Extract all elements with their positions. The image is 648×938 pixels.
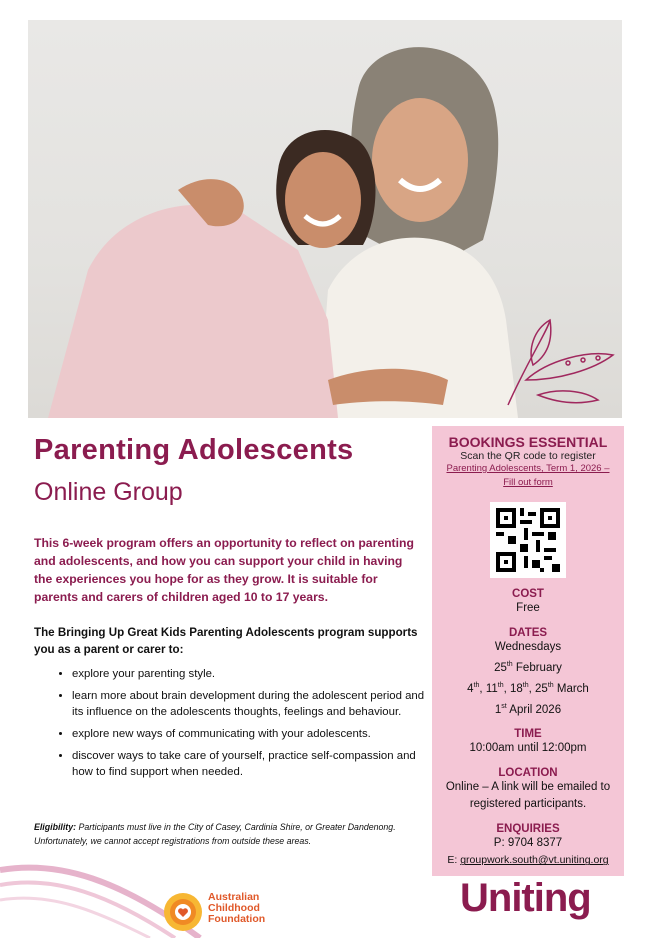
register-link[interactable]: Parenting Adolescents, Term 1, 2026 – Fill out form (446, 463, 610, 488)
email-line: E: groupwork.south@vt.uniting.org (447, 854, 609, 867)
dates-february: 25th February (494, 661, 562, 674)
photo-illustration (28, 20, 622, 418)
location-value: Online – A link will be emailed to registered participants. (445, 781, 611, 811)
cost-value: Free (516, 602, 540, 614)
list-item: • explore new ways of communicating with your adolescents. (72, 726, 432, 742)
acf-line3: Foundation (208, 913, 266, 925)
eligibility-label: Eligibility: (34, 822, 77, 832)
time-value: 10:00am until 12:00pm (469, 742, 587, 755)
eligibility-text: Participants must live in the City of Casey, Cardinia Shire, or Greater Dandenong. Unfortunately, we cannot accept registrations from outside these areas. (34, 822, 396, 846)
list-item: • discover ways to take care of yourself, practice self-compassion and how to find support when needed. (72, 748, 432, 780)
location-label: LOCATION (498, 767, 558, 780)
page-title: Parenting Adolescents (34, 434, 354, 466)
acf-logo (163, 890, 283, 934)
acf-line2: Childhood (208, 902, 260, 914)
bookings-heading: BOOKINGS ESSENTIAL (448, 434, 608, 450)
enquiries-label: ENQUIRIES (496, 823, 560, 836)
uniting-logo: Uniting (460, 876, 591, 920)
intro-paragraph: This 6-week program offers an opportunity to reflect on parenting and adolescents, and how you can support your child in having the experiences you hope for as they grow. It is suitable for parents and carers of children aged 10 to 17 years. (34, 536, 414, 604)
booking-sidebar (432, 426, 624, 876)
bullet-list (34, 666, 432, 786)
supports-heading: The Bringing Up Great Kids Parenting Adolescents program supports you as a parent or carer to: (34, 626, 418, 656)
dates-label: DATES (508, 627, 548, 639)
dates-march: 4th, 11th, 18th, 25th March (467, 681, 589, 695)
list-item: • explore your parenting style. (72, 666, 432, 682)
time-label: TIME (514, 728, 542, 741)
eligibility-note (34, 820, 424, 848)
acf-sun-icon (163, 892, 203, 932)
dates-day: Wednesdays (494, 641, 562, 653)
list-item: • learn more about brain development during the adolescent period and its influence on the adolescents thoughts, feelings and behaviour. (72, 688, 432, 720)
leaf-decoration-icon (508, 320, 613, 405)
phone-value: P: 9704 8377 (493, 837, 563, 850)
qr-code-icon[interactable] (490, 502, 566, 578)
cost-label: COST (512, 588, 544, 600)
acf-line1: Australian (208, 891, 260, 903)
page-subtitle: Online Group (34, 478, 183, 506)
hero-photo (28, 20, 622, 418)
dates-april: 1st April 2026 (494, 702, 562, 716)
email-link[interactable]: groupwork.south@vt.uniting.org (460, 854, 609, 867)
scan-instruction: Scan the QR code to register (460, 450, 596, 462)
